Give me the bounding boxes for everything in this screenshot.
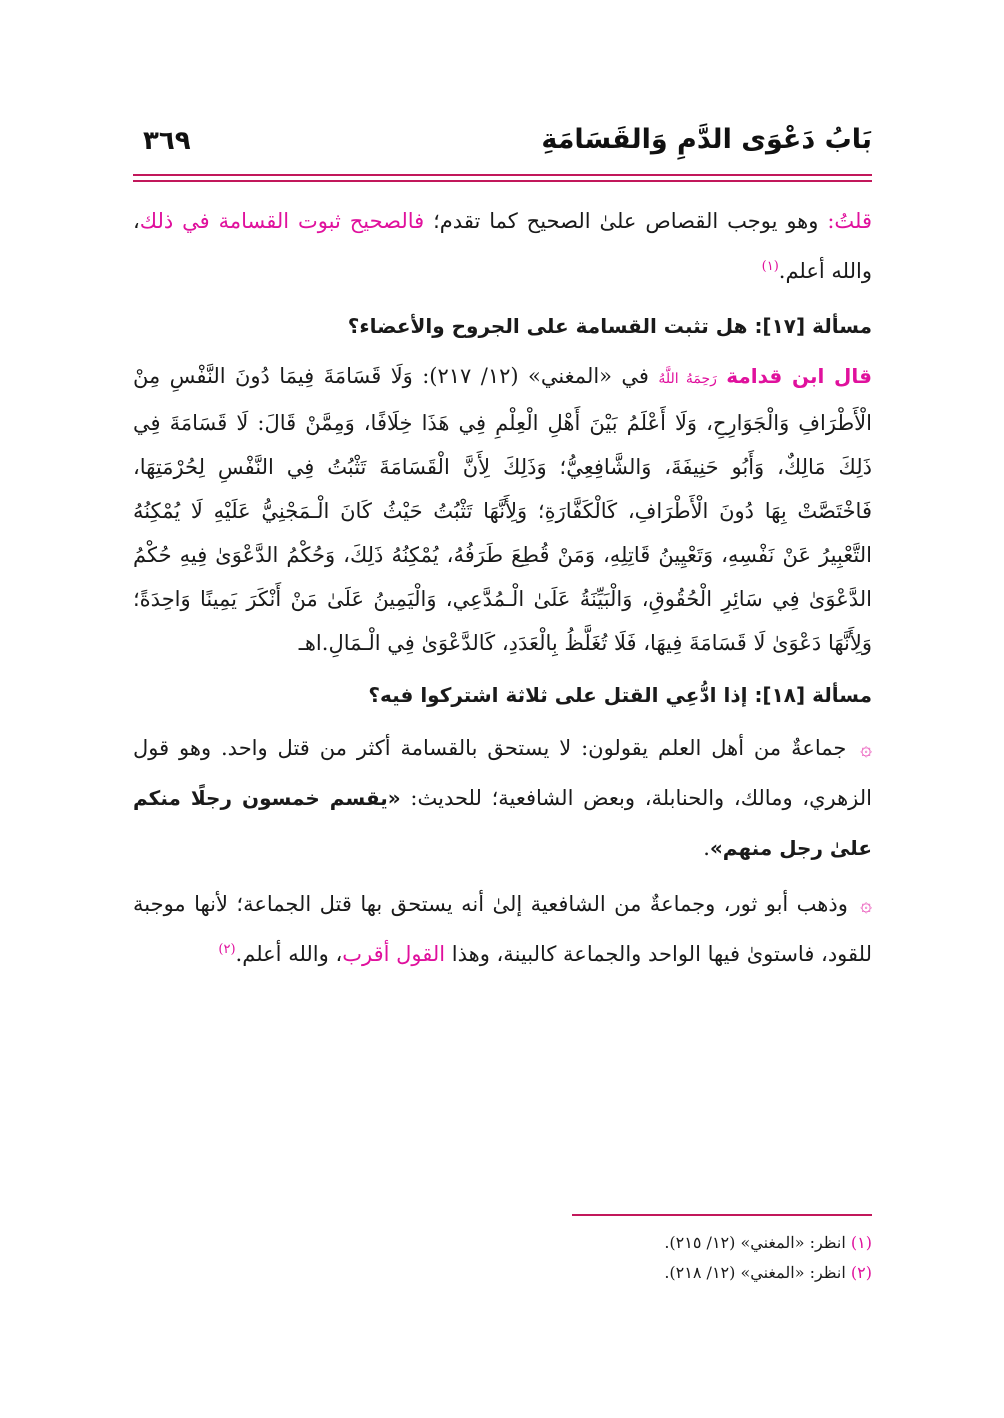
header-rule-bottom	[133, 180, 872, 182]
masala-18-question: إذا ادُّعِي القتل على ثلاثة اشتركوا فيه؟	[368, 683, 748, 707]
header-rule-top	[133, 174, 872, 176]
quote-honorific: رَحِمَهُ اللَّهُ	[658, 371, 717, 387]
quote-text: وَلَا قَسَامَةَ فِيمَا دُونَ النَّفْسِ مِنْ الْأَطْرَافِ وَالْجَوَارِحِ، وَلَا أَعْلَمُ بَيْنَ أَهْلِ الْعِلْمِ فِي هَذَا خِلَافًا، وَمِمَّنْ قَالَ: لَا قَسَامَةَ فِي ذَلِكَ مَالِكٌ، وَأَبُو حَنِيفَةَ، وَالشَّافِعِيُّ؛ وَذَلِكَ لِأَنَّ الْقَسَامَةَ تَثْبُتُ فِي النَّفْسِ لِحُرْمَتِهَا، فَاخْتَصَّتْ بِهَا دُونَ الْأَطْرَافِ، كَالْكَفَّارَةِ؛ وَلِأَنَّهَا تَثْبُتُ حَيْثُ كَانَ الْـمَجْنِيُّ عَلَيْهِ لَا يُمْكِنُهُ التَّعْبِيرُ عَنْ نَفْسِهِ، وَتَعْيِينُ قَاتِلِهِ، وَمَنْ قُطِعَ طَرَفُهُ، يُمْكِنُهُ ذَلِكَ، وَحُكْمُ الدَّعْوَىٰ فِيهِ حُكْمُ الدَّعْوَىٰ فِي سَائِرِ الْحُقُوقِ، وَالْبَيِّنَةُ عَلَىٰ الْـمُدَّعِي، وَالْيَمِينُ عَلَىٰ مَنْ أَنْكَرَ يَمِينًا وَاحِدَةً؛ وَلِأَنَّهَا دَعْوَىٰ لَا قَسَامَةَ فِيهَا، فَلَا تُغَلَّظُ بِالْعَدَدِ، كَالدَّعْوَىٰ فِي الْـمَالِ.اهـ	[133, 364, 872, 655]
masala-17-label: مسألة [١٧]:	[754, 314, 872, 338]
footnote-ref-2[interactable]: (٢)	[218, 942, 236, 957]
masala-17-heading	[133, 306, 872, 346]
footnote-1-text: انظر: «المغني» (١٢/ ٢١٥).	[664, 1233, 851, 1252]
footnote-2-number: (٢)	[850, 1263, 872, 1282]
qultu-label: قلتُ:	[827, 209, 873, 233]
conclusion-highlight: فالصحيح ثبوت القسامة في ذلك	[139, 209, 425, 233]
jamaa-end: .	[703, 836, 710, 860]
paragraph-jamaa	[133, 723, 872, 873]
footnote-ref-1[interactable]: (١)	[761, 259, 779, 274]
ibn-qudama-quote	[133, 354, 872, 665]
ornament-icon: ۞	[860, 892, 872, 916]
page-content	[133, 196, 872, 979]
quote-source: «المغني»	[527, 364, 613, 388]
quote-ref: (١٢/ ٢١٧):	[412, 364, 528, 388]
qultu-text: وهو يوجب القصاص علىٰ الصحيح كما تقدم؛	[424, 209, 828, 233]
paragraph-abu-thawr	[133, 879, 872, 979]
jamaa-text: جماعةٌ من أهل العلم يقولون: لا يستحق بالقسامة أكثر من قتل واحد. وهو قول الزهري، ومالك، والحنابلة، وبعض الشافعية؛ للحديث:	[133, 736, 873, 810]
footnote-2-text: انظر: «المغني» (١٢/ ٢١٨).	[664, 1263, 851, 1282]
footnotes	[133, 1228, 872, 1288]
abu-thawr-end: ، والله أعلم.	[235, 942, 343, 966]
page-number: ٣٦٩	[143, 126, 191, 156]
abu-thawr-text: وذهب أبو ثور، وجماعةٌ من الشافعية إلىٰ أنه يستحق بها قتل الجماعة؛ لأنها موجبة للقود، فاستوىٰ فيها الواحد والجماعة كالبينة، وهذا	[133, 892, 872, 966]
footnote-divider	[572, 1214, 872, 1216]
quote-source-prefix: في	[612, 364, 659, 388]
page-header	[133, 118, 872, 168]
masala-18-heading	[133, 675, 872, 715]
quote-author: قال ابن قدامة	[726, 364, 872, 388]
conclusion-end: ، والله أعلم.	[133, 209, 872, 283]
hadith-quote: «يقسم خمسون رجلًا منكم علىٰ رجل منهم»	[133, 786, 872, 860]
book-page	[133, 118, 872, 1318]
paragraph-qultu	[133, 196, 872, 296]
masala-17-question: هل تثبت القسامة على الجروح والأعضاء؟	[347, 314, 748, 338]
masala-18-label: مسألة [١٨]:	[754, 683, 872, 707]
ornament-icon: ۞	[860, 736, 872, 760]
footnote-2	[133, 1258, 872, 1288]
preferred-opinion-highlight: القول أقرب	[342, 942, 446, 966]
chapter-title: بَابُ دَعْوَى الدَّمِ وَالقَسَامَةِ	[541, 124, 872, 155]
footnote-1	[133, 1228, 872, 1258]
footnote-1-number: (١)	[850, 1233, 872, 1252]
